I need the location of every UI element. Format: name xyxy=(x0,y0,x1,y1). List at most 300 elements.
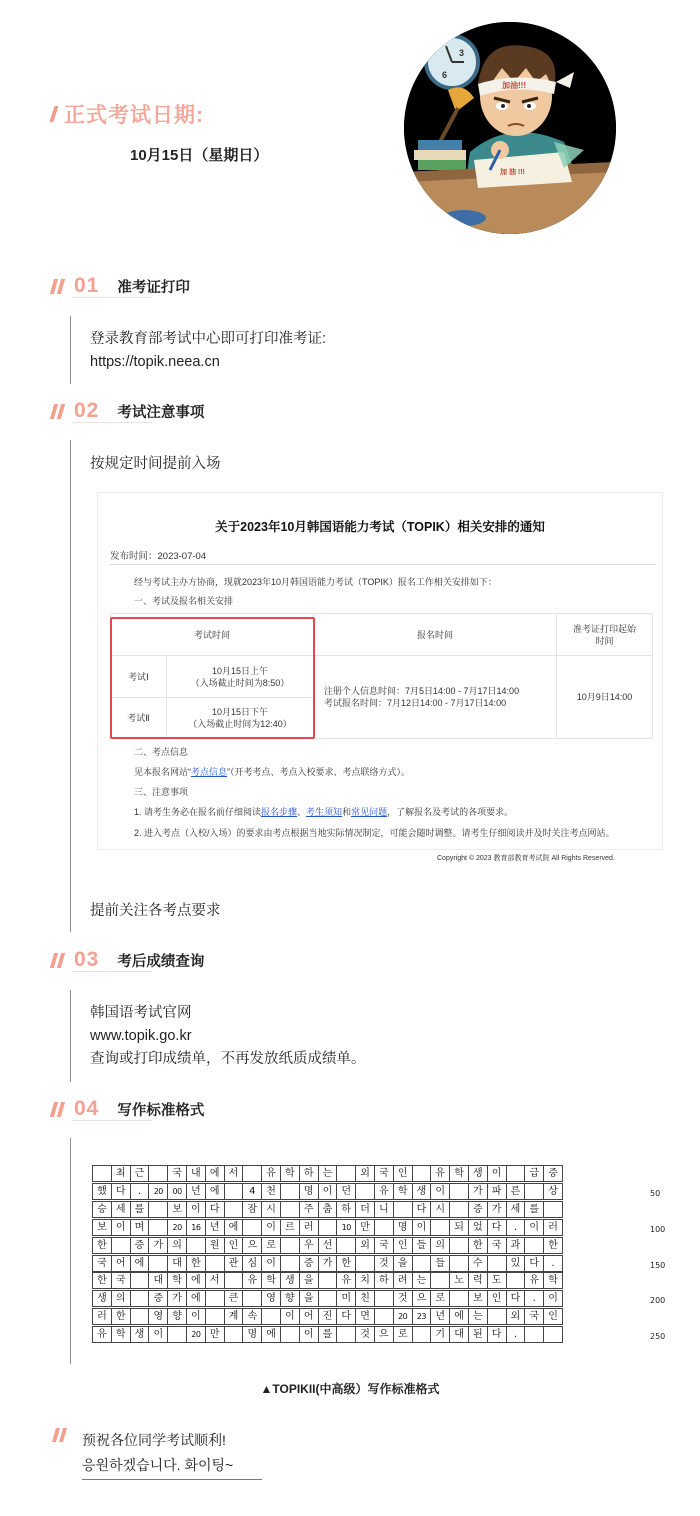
grid-cell: 하 xyxy=(374,1272,394,1289)
grid-cell: 한 xyxy=(336,1255,356,1272)
grid-cell: 에 xyxy=(186,1290,206,1307)
grid-cell: 학 xyxy=(393,1183,413,1200)
grid-cell: 상 xyxy=(543,1183,563,1200)
section-02-rule xyxy=(70,440,71,932)
slash-icon xyxy=(52,1102,66,1117)
grid-cell: 러 xyxy=(299,1219,319,1236)
good-luck-message: 预祝各位同学考试顺利! xyxy=(82,1432,226,1448)
grid-cell: 것 xyxy=(393,1290,413,1307)
notice-title: 关于2023年10月韩国语能力考试（TOPIK）相关安排的通知 xyxy=(215,520,545,534)
grid-cell: 보 xyxy=(167,1201,187,1218)
section-number: 04 xyxy=(74,1097,100,1120)
grid-row xyxy=(92,1183,562,1200)
grid-cell: 이 xyxy=(261,1255,281,1272)
grid-cell: 가 xyxy=(167,1290,187,1307)
grid-cell: 이 xyxy=(318,1183,338,1200)
grid-cell: 선 xyxy=(318,1237,338,1254)
grid-cell: 의 xyxy=(167,1237,187,1254)
register-info-time: 注册个人信息时间：7月5日14:00 - 7月17日14:00 xyxy=(324,686,520,696)
section-04-rule xyxy=(70,1138,71,1364)
grid-cell: 하 xyxy=(336,1201,356,1218)
section-underline xyxy=(72,422,152,423)
grid-cell xyxy=(355,1183,375,1200)
grid-cell: 을 xyxy=(393,1255,413,1272)
grid-cell: 우 xyxy=(299,1237,319,1254)
grid-cell: 유 xyxy=(430,1165,450,1182)
grid-caption: ▲TOPIKII(中高级）写作标准格式 xyxy=(260,1382,440,1396)
grid-row xyxy=(92,1165,562,1182)
grid-cell xyxy=(336,1326,356,1343)
grid-cell xyxy=(92,1165,112,1182)
grid-cell: 한 xyxy=(92,1237,112,1254)
grid-cell: 이 xyxy=(543,1290,563,1307)
grid-cell: 력 xyxy=(468,1272,488,1289)
exam-2-date: 10月15日下午 xyxy=(211,707,269,717)
section-title: 考后成绩查询 xyxy=(117,953,205,970)
grid-cell: 에 xyxy=(205,1183,225,1200)
grid-cell: 한 xyxy=(111,1308,131,1325)
grid-cell: 생 xyxy=(412,1183,432,1200)
grid-cell: 것 xyxy=(355,1326,375,1343)
grid-cell: 으 xyxy=(242,1237,262,1254)
grid-cell: 천 xyxy=(261,1183,281,1200)
grid-cell: 어 xyxy=(299,1308,319,1325)
grid-count-mark: 200 xyxy=(650,1296,666,1306)
grid-cell: 에 xyxy=(186,1272,206,1289)
grid-cell: 가 xyxy=(148,1237,168,1254)
grid-cell: 를 xyxy=(318,1326,338,1343)
grid-cell: 에 xyxy=(449,1308,469,1325)
grid-cell: 가 xyxy=(318,1255,338,1272)
header-exam-time: 考试时间 xyxy=(111,614,314,656)
grid-cell: 에 xyxy=(205,1165,225,1182)
grid-count-mark: 50 xyxy=(650,1188,661,1198)
grid-cell: 20 xyxy=(393,1308,413,1325)
svg-text:3: 3 xyxy=(459,48,465,58)
grid-cell xyxy=(412,1255,432,1272)
section-01-header xyxy=(52,272,190,300)
grid-cell: 영 xyxy=(148,1308,168,1325)
grid-cell xyxy=(148,1201,168,1218)
grid-cell: 주 xyxy=(299,1201,319,1218)
grid-cell: 4 xyxy=(242,1183,262,1200)
grid-cell: 며 xyxy=(130,1219,150,1236)
venue-info-link[interactable]: 考点信息 xyxy=(191,767,228,777)
grid-cell: 세 xyxy=(111,1201,131,1218)
grid-cell: 인 xyxy=(224,1237,244,1254)
section-number: 03 xyxy=(74,948,100,971)
grid-cell: 러 xyxy=(92,1308,112,1325)
grid-cell: 던 xyxy=(336,1183,356,1200)
grid-cell: 증 xyxy=(130,1237,150,1254)
grid-cell xyxy=(205,1255,225,1272)
exam-date: 10月15日（星期日） xyxy=(130,147,269,164)
grid-cell: 을 xyxy=(299,1272,319,1289)
grid-cell xyxy=(506,1165,526,1182)
print-start-time: 10月9日14:00 xyxy=(557,656,653,739)
section-01-body xyxy=(90,328,326,374)
grid-cell: 이 xyxy=(261,1219,281,1236)
grid-cell: 진 xyxy=(318,1308,338,1325)
grid-cell xyxy=(111,1237,131,1254)
section-03-body xyxy=(90,1002,366,1071)
notice-copyright: Copyright © 2023 教育部教育考试院 All Rights Reserved. xyxy=(437,855,615,862)
grid-cell: 어 xyxy=(111,1255,131,1272)
grid-cell: 유 xyxy=(261,1165,281,1182)
grid-cell: 유 xyxy=(374,1183,394,1200)
grid-count-mark: 250 xyxy=(650,1332,666,1342)
notice-heading-3: 三、注意事项 xyxy=(134,787,189,797)
grid-cell: 을 xyxy=(299,1290,319,1307)
grid-cell: 급 xyxy=(524,1165,544,1182)
grid-cell: 로 xyxy=(430,1290,450,1307)
grid-cell: 외 xyxy=(355,1237,375,1254)
grid-cell xyxy=(148,1255,168,1272)
grid-cell: 가 xyxy=(487,1201,507,1218)
grid-cell: 한 xyxy=(468,1237,488,1254)
section-01-rule xyxy=(70,316,71,384)
grid-cell: 에 xyxy=(261,1326,281,1343)
grid-cell: 승 xyxy=(92,1201,112,1218)
grid-cell: . xyxy=(524,1290,544,1307)
grid-cell xyxy=(318,1219,338,1236)
grid-cell: 다 xyxy=(111,1183,131,1200)
grid-cell xyxy=(261,1308,281,1325)
grid-cell: . xyxy=(543,1255,563,1272)
writing-grid xyxy=(92,1165,648,1344)
section-number: 01 xyxy=(74,274,100,297)
grid-cell: 국 xyxy=(524,1308,544,1325)
grid-cell: 로 xyxy=(393,1326,413,1343)
grid-cell: 원 xyxy=(205,1237,225,1254)
grid-cell: 다 xyxy=(506,1290,526,1307)
grid-row xyxy=(92,1272,562,1289)
grid-cell: 파 xyxy=(487,1183,507,1200)
notes-paragraph-1: 1. 请考生务必在报名前仔细阅读报名步骤、考生须知和常见问题，了解报名及考试的各项要求。 xyxy=(134,807,514,817)
grid-cell: 이 xyxy=(430,1183,450,1200)
grid-cell xyxy=(280,1237,300,1254)
exam-2-label: 考试Ⅱ xyxy=(111,698,167,739)
grid-cell: 도 xyxy=(487,1272,507,1289)
grid-cell: 학 xyxy=(111,1326,131,1343)
grid-cell xyxy=(487,1255,507,1272)
grid-cell xyxy=(224,1272,244,1289)
grid-cell xyxy=(148,1165,168,1182)
grid-cell: 더 xyxy=(355,1201,375,1218)
divider xyxy=(110,564,656,565)
grid-cell: 세 xyxy=(506,1201,526,1218)
grid-cell xyxy=(186,1237,206,1254)
slash-icon xyxy=(54,1428,68,1442)
grid-cell: 국 xyxy=(374,1237,394,1254)
svg-text:加 油 !!!: 加 油 !!! xyxy=(500,169,525,176)
grid-cell: 춤 xyxy=(318,1201,338,1218)
grid-cell: 학 xyxy=(280,1165,300,1182)
section-03-header xyxy=(52,946,204,974)
svg-text:6: 6 xyxy=(442,70,448,80)
grid-cell xyxy=(280,1326,300,1343)
grid-cell: 유 xyxy=(92,1326,112,1343)
grid-cell: 계 xyxy=(224,1308,244,1325)
grid-cell xyxy=(355,1255,375,1272)
grid-cell xyxy=(524,1237,544,1254)
grid-cell: 인 xyxy=(487,1290,507,1307)
text-line: 登录教育部考试中心即可打印准考证: xyxy=(90,331,327,347)
grid-row xyxy=(92,1219,562,1236)
grid-cell: 외 xyxy=(506,1308,526,1325)
grid-cell xyxy=(130,1308,150,1325)
section-03-rule xyxy=(70,990,71,1082)
grid-cell: 이 xyxy=(186,1201,206,1218)
grid-cell: 려 xyxy=(393,1272,413,1289)
grid-cell: 된 xyxy=(468,1326,488,1343)
grid-cell: 보 xyxy=(92,1219,112,1236)
grid-cell: 만 xyxy=(355,1219,375,1236)
header-registration-time: 报名时间 xyxy=(314,614,557,656)
grid-cell: 증 xyxy=(468,1201,488,1218)
grid-cell: 었 xyxy=(468,1219,488,1236)
grid-cell: 향 xyxy=(167,1308,187,1325)
grid-cell: 국 xyxy=(92,1255,112,1272)
grid-cell: 는 xyxy=(318,1165,338,1182)
grid-cell: 인 xyxy=(393,1165,413,1182)
grid-cell: 면 xyxy=(355,1308,375,1325)
grid-cell: 기 xyxy=(430,1326,450,1343)
grid-cell: 잠 xyxy=(242,1201,262,1218)
grid-cell: 명 xyxy=(242,1326,262,1343)
grid-cell: 국 xyxy=(111,1272,131,1289)
grid-cell: 근 xyxy=(130,1165,150,1182)
grid-cell: 명 xyxy=(299,1183,319,1200)
section-title: 考试注意事项 xyxy=(117,404,205,421)
topik-neea-link[interactable]: https://topik.neea.cn xyxy=(90,354,220,370)
grid-cell xyxy=(374,1219,394,1236)
grid-cell: 내 xyxy=(186,1165,206,1182)
grid-cell: 대 xyxy=(167,1255,187,1272)
grid-cell: 에 xyxy=(130,1255,150,1272)
highlight-box xyxy=(110,617,315,739)
grid-cell: 생 xyxy=(468,1165,488,1182)
grid-cell xyxy=(487,1308,507,1325)
exam-1-cutoff: （入场截止时间为8:50） xyxy=(190,677,290,688)
registration-steps-link[interactable]: 报名步骤 xyxy=(261,807,298,817)
grid-cell: 르 xyxy=(280,1219,300,1236)
grid-cell: 23 xyxy=(412,1308,432,1325)
grid-cell: 들 xyxy=(430,1255,450,1272)
exam-1-label: 考试Ⅰ xyxy=(111,656,167,698)
grid-cell: 했 xyxy=(92,1183,112,1200)
grid-cell: 으 xyxy=(374,1326,394,1343)
grid-cell xyxy=(224,1326,244,1343)
grid-cell: 년 xyxy=(430,1308,450,1325)
grid-cell: 의 xyxy=(430,1237,450,1254)
grid-cell: 증 xyxy=(148,1290,168,1307)
grid-cell xyxy=(242,1290,262,1307)
grid-cell: 생 xyxy=(92,1290,112,1307)
grid-cell xyxy=(205,1290,225,1307)
grid-cell: 에 xyxy=(224,1219,244,1236)
grid-cell: 학 xyxy=(449,1165,469,1182)
grid-count-mark: 150 xyxy=(650,1260,666,1270)
grid-cell xyxy=(543,1326,563,1343)
exam-2-cutoff: （入场截止时间为12:40） xyxy=(188,719,292,729)
grid-count-mark: 100 xyxy=(650,1224,666,1234)
grid-cell: 증 xyxy=(299,1255,319,1272)
grid-cell xyxy=(449,1183,469,1200)
grid-cell: 년 xyxy=(205,1219,225,1236)
grid-cell xyxy=(430,1272,450,1289)
grid-cell: 다 xyxy=(412,1201,432,1218)
grid-cell: 러 xyxy=(543,1219,563,1236)
grid-cell: 영 xyxy=(261,1290,281,1307)
grid-cell: 다 xyxy=(487,1219,507,1236)
grid-cell: 다 xyxy=(487,1326,507,1343)
grid-cell xyxy=(374,1290,394,1307)
header-print-time: 准考证打印起始时间 xyxy=(557,614,653,656)
grid-cell: 한 xyxy=(543,1237,563,1254)
grid-cell xyxy=(506,1272,526,1289)
grid-cell: 유 xyxy=(242,1272,262,1289)
exam-register-time: 考试报名时间：7月12日14:00 - 7月17日14:00 xyxy=(324,698,507,708)
grid-cell: 이 xyxy=(186,1308,206,1325)
slash-icon xyxy=(52,953,66,968)
grid-cell: . xyxy=(506,1326,526,1343)
grid-cell: . xyxy=(130,1183,150,1200)
text-line: 提前关注各考点要求 xyxy=(90,903,221,919)
topik-notice-screenshot xyxy=(97,492,663,850)
footer-underline xyxy=(82,1479,262,1480)
grid-cell xyxy=(318,1290,338,1307)
exam-date-heading xyxy=(52,97,204,131)
notice-heading-1: 一、考试及报名相关安排 xyxy=(134,596,234,606)
grid-cell xyxy=(524,1183,544,1200)
grid-cell: 있 xyxy=(506,1255,526,1272)
grid-cell: 대 xyxy=(449,1326,469,1343)
section-underline xyxy=(72,1120,152,1121)
section-title: 准考证打印 xyxy=(117,279,190,296)
grid-cell: 보 xyxy=(468,1290,488,1307)
grid-cell: 다 xyxy=(524,1255,544,1272)
grid-cell: 16 xyxy=(186,1219,206,1236)
grid-cell: 외 xyxy=(355,1165,375,1182)
grid-cell: 학 xyxy=(261,1272,281,1289)
grid-cell: 노 xyxy=(449,1272,469,1289)
exam-date-heading-text: 正式考试日期: xyxy=(64,104,204,127)
grid-cell: 학 xyxy=(167,1272,187,1289)
student-illustration-icon xyxy=(404,22,616,234)
grid-cell: 유 xyxy=(524,1272,544,1289)
grid-cell: 이 xyxy=(487,1165,507,1182)
grid-cell: 학 xyxy=(543,1272,563,1289)
grid-cell: 생 xyxy=(280,1272,300,1289)
grid-cell: 로 xyxy=(261,1237,281,1254)
grid-cell xyxy=(449,1290,469,1307)
grid-cell xyxy=(130,1272,150,1289)
grid-cell: 과 xyxy=(506,1237,526,1254)
grid-cell: 수 xyxy=(468,1255,488,1272)
notes-paragraph-2: 2. 进入考点（入校/入场）的要求由考点根据当地实际情况制定，可能会随时调整。请考生仔细阅读并及时关注考点网站。 xyxy=(134,828,615,838)
grid-cell xyxy=(449,1201,469,1218)
grid-cell: 이 xyxy=(299,1326,319,1343)
grid-row xyxy=(92,1201,562,1218)
grid-cell xyxy=(318,1272,338,1289)
grid-cell: 시 xyxy=(430,1201,450,1218)
grid-cell: 명 xyxy=(393,1219,413,1236)
grid-cell: 는 xyxy=(412,1272,432,1289)
grid-cell: 대 xyxy=(148,1272,168,1289)
grid-cell: 친 xyxy=(355,1290,375,1307)
grid-cell xyxy=(242,1219,262,1236)
grid-cell: 국 xyxy=(374,1165,394,1182)
faq-link[interactable]: 常见问题 xyxy=(351,807,388,817)
grid-cell: 하 xyxy=(299,1165,319,1182)
grid-cell xyxy=(130,1290,150,1307)
grid-cell: 다 xyxy=(336,1308,356,1325)
venue-info-paragraph: 见本报名网站“考点信息”（开考考点、考点入校要求、考点联络方式）。 xyxy=(134,767,411,777)
notice-heading-2: 二、考点信息 xyxy=(134,747,189,757)
exam-1-date: 10月15日上午 xyxy=(211,665,269,676)
grid-cell: 이 xyxy=(412,1219,432,1236)
text-line: 韩国语考试官网 xyxy=(90,1005,192,1021)
grid-cell: 생 xyxy=(130,1326,150,1343)
grid-cell: 20 xyxy=(167,1219,187,1236)
grid-cell: 심 xyxy=(242,1255,262,1272)
grid-cell xyxy=(280,1183,300,1200)
grid-cell xyxy=(336,1237,356,1254)
grid-cell: 이 xyxy=(148,1326,168,1343)
grid-cell: 치 xyxy=(355,1272,375,1289)
grid-cell: 시 xyxy=(261,1201,281,1218)
accent-mark xyxy=(49,106,58,122)
grid-cell: 속 xyxy=(242,1308,262,1325)
svg-text:加油!!!: 加油!!! xyxy=(502,81,526,90)
section-title: 写作标准格式 xyxy=(117,1102,205,1119)
topik-official-link[interactable]: www.topik.go.kr xyxy=(90,1028,192,1044)
grid-cell xyxy=(242,1165,262,1182)
section-02-header xyxy=(52,397,204,425)
grid-cell xyxy=(224,1201,244,1218)
grid-cell xyxy=(524,1326,544,1343)
registration-time-cell xyxy=(314,656,557,739)
grid-cell: 되 xyxy=(449,1219,469,1236)
section-underline xyxy=(72,297,152,298)
grid-cell xyxy=(543,1201,563,1218)
grid-cell: 인 xyxy=(543,1308,563,1325)
grid-cell: 10 xyxy=(336,1219,356,1236)
candidate-notice-link[interactable]: 考生须知 xyxy=(306,807,343,817)
grid-cell: 의 xyxy=(111,1290,131,1307)
grid-cell: 으 xyxy=(412,1290,432,1307)
grid-cell xyxy=(430,1219,450,1236)
grid-cell: 서 xyxy=(205,1272,225,1289)
grid-cell xyxy=(167,1326,187,1343)
slash-icon xyxy=(52,279,66,294)
grid-cell: 관 xyxy=(224,1255,244,1272)
grid-cell xyxy=(205,1308,225,1325)
grid-cell: 큰 xyxy=(224,1290,244,1307)
grid-cell xyxy=(449,1237,469,1254)
slash-icon xyxy=(52,404,66,419)
grid-cell: 이 xyxy=(111,1219,131,1236)
grid-cell: . xyxy=(506,1219,526,1236)
grid-cell: 를 xyxy=(130,1201,150,1218)
grid-cell: 향 xyxy=(280,1290,300,1307)
grid-cell: 를 xyxy=(524,1201,544,1218)
section-number: 02 xyxy=(74,399,100,422)
section-04-header xyxy=(52,1095,204,1123)
notice-publish-date: 发布时间：2023-07-04 xyxy=(110,551,207,562)
grid-cell: 국 xyxy=(167,1165,187,1182)
